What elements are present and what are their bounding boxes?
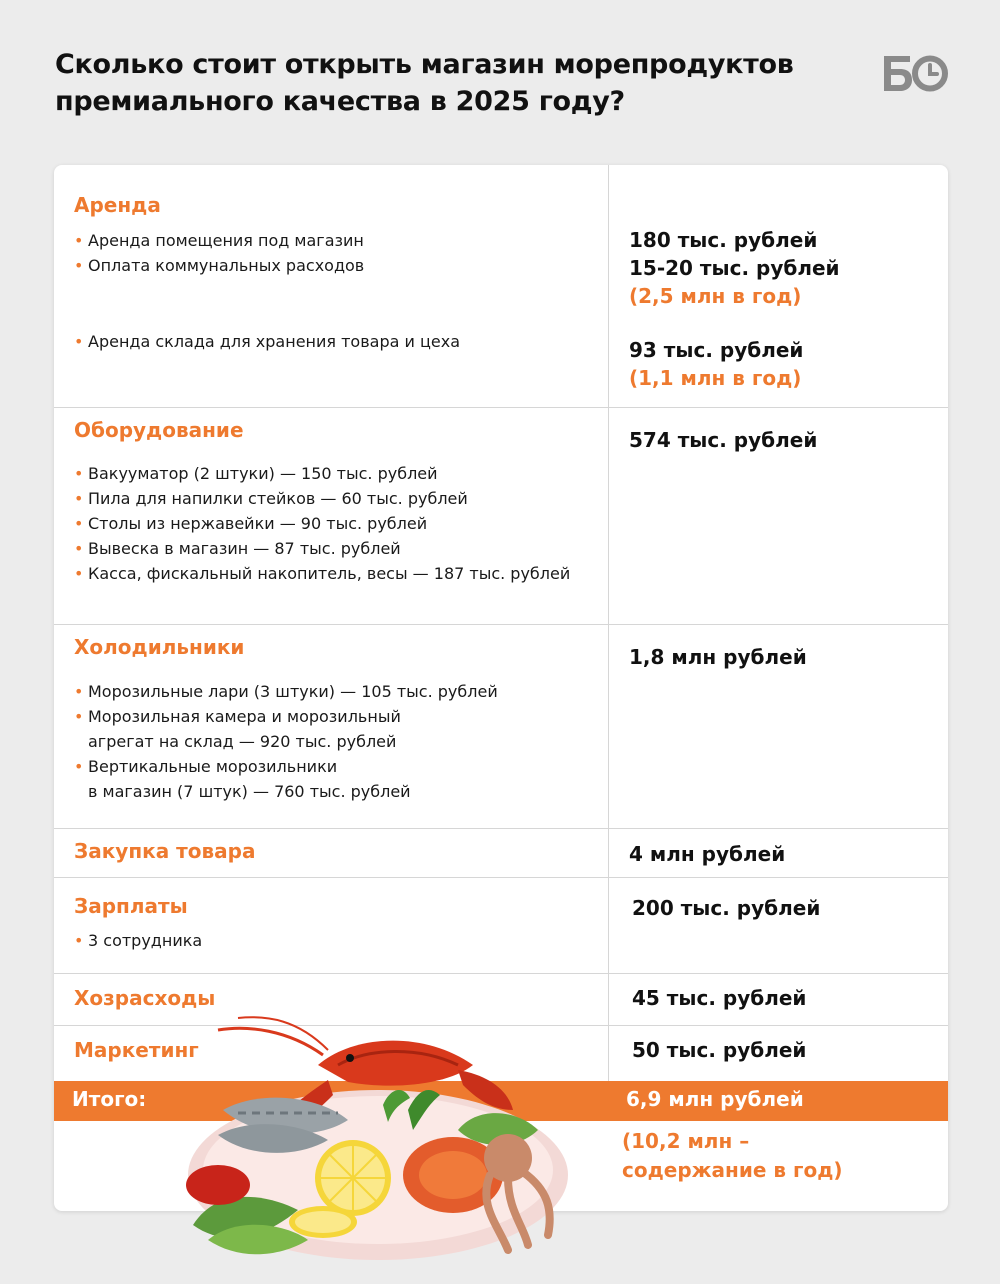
page-title: Сколько стоит открыть магазин морепродуктов премиального качества в 2025 году? xyxy=(55,49,794,117)
rent-value-premises: 180 тыс. рублей xyxy=(629,228,818,252)
equipment-value: 574 тыс. рублей xyxy=(629,428,818,452)
list-item: • Вывеска в магазин — 87 тыс. рублей xyxy=(74,536,570,561)
salaries-value: 200 тыс. рублей xyxy=(632,896,821,920)
list-item: • Морозильные лари (3 штуки) — 105 тыс. рублей xyxy=(74,679,498,704)
section-title-equipment: Оборудование xyxy=(74,418,244,442)
rent-value-utilities: 15-20 тыс. рублей xyxy=(629,256,840,280)
household-value: 45 тыс. рублей xyxy=(632,986,807,1010)
rent-note-warehouse: (1,1 млн в год) xyxy=(629,366,802,390)
marketing-value: 50 тыс. рублей xyxy=(632,1038,807,1062)
equipment-items xyxy=(74,461,570,586)
list-item: • Пила для напилки стейков — 60 тыс. рублей xyxy=(74,486,570,511)
list-item: • Аренда склада для хранения товара и цеха xyxy=(74,329,460,354)
section-title-rent: Аренда xyxy=(74,193,161,217)
section-equipment xyxy=(54,408,948,624)
section-fridges xyxy=(54,625,948,828)
section-rent xyxy=(54,165,948,407)
list-item: • Вертикальные морозильники в магазин (7 штук) — 760 тыс. рублей xyxy=(74,754,498,804)
list-item: • Вакууматор (2 штуки) — 150 тыс. рублей xyxy=(74,461,570,486)
rent-value-warehouse: 93 тыс. рублей xyxy=(629,338,804,362)
list-item: • Аренда помещения под магазин xyxy=(74,228,364,253)
list-item: • Столы из нержавейки — 90 тыс. рублей xyxy=(74,511,570,536)
rent-items-warehouse xyxy=(74,329,460,354)
section-salaries xyxy=(54,878,948,973)
section-title-purchase: Закупка товара xyxy=(74,839,256,863)
list-item: • 3 сотрудника xyxy=(74,928,202,953)
salaries-items xyxy=(74,928,202,953)
total-yearly-note: (10,2 млн – содержание в год) xyxy=(622,1129,843,1182)
bo-logo-icon xyxy=(880,52,948,94)
list-item: • Касса, фискальный накопитель, весы — 187 тыс. рублей xyxy=(74,561,570,586)
list-item: • Морозильная камера и морозильный агрегат на склад — 920 тыс. рублей xyxy=(74,704,498,754)
section-title-salaries: Зарплаты xyxy=(74,894,188,918)
section-title-marketing: Маркетинг xyxy=(74,1038,199,1062)
fridges-items xyxy=(74,679,498,804)
section-purchase xyxy=(54,829,948,877)
seafood-platter-icon xyxy=(178,1010,573,1265)
section-title-fridges: Холодильники xyxy=(74,635,245,659)
section-title-household: Хозрасходы xyxy=(74,986,216,1010)
list-item: • Оплата коммунальных расходов xyxy=(74,253,364,278)
fridges-value: 1,8 млн рублей xyxy=(629,645,807,669)
rent-items xyxy=(74,228,364,278)
rent-note-yearly: (2,5 млн в год) xyxy=(629,284,802,308)
total-label: Итого: xyxy=(72,1087,147,1111)
total-value: 6,9 млн рублей xyxy=(626,1087,804,1111)
purchase-value: 4 млн рублей xyxy=(629,842,786,866)
